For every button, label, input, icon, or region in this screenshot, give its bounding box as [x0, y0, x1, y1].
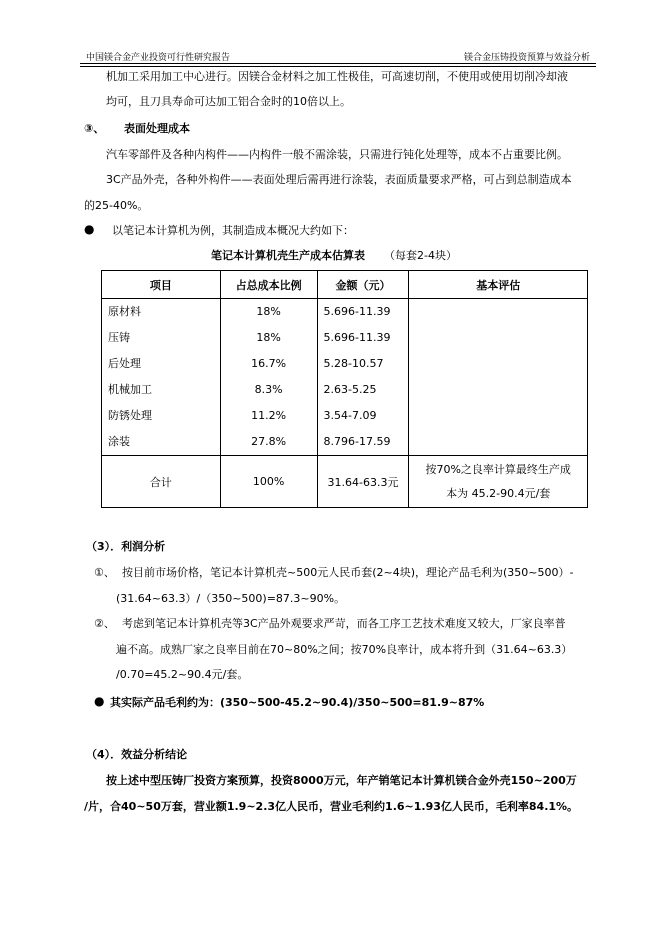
row-ratio: 27.8% [251, 435, 287, 448]
header-right: 镁合金压铸投资预算与效益分析 [463, 53, 590, 63]
header-rule-2 [80, 66, 596, 67]
profit-item-2-line-1: 考虑到笔记本计算机壳等3C产品外观要求严苛，而各工序工艺技术难度又较大，厂家良率普 [122, 617, 566, 630]
total-item: 合计 [102, 456, 221, 508]
row-item: 后处理 [108, 357, 141, 370]
ratio-column [220, 299, 317, 456]
profit-item-2-number: ②、 [94, 617, 115, 630]
item-column [102, 299, 221, 456]
section-title: 表面处理成本 [124, 122, 190, 135]
summary-bullet-icon: ● [94, 694, 105, 708]
col-header-ratio: 占总成本比例 [220, 271, 317, 299]
row-item: 机械加工 [108, 383, 152, 396]
row-amount: 3.54-7.09 [323, 409, 377, 422]
total-amount: 31.64-63.3元 [317, 456, 409, 508]
row-ratio: 11.2% [251, 409, 287, 422]
col-header-item: 项目 [102, 271, 221, 299]
header-rule [80, 63, 596, 64]
row-item: 涂装 [108, 435, 130, 448]
row-ratio: 18% [256, 331, 281, 344]
section-para-2-line-2: 的25-40%。 [84, 199, 149, 212]
intro-line-1: 机加工采用加工中心进行。因镁合金材料之加工性极佳，可高速切削，不使用或使用切削冷却液 [106, 70, 568, 83]
row-ratio: 16.7% [251, 357, 287, 370]
profit-item-1-line-1: 按目前市场价格，笔记本计算机壳~500元人民币套(2~4块)，理论产品毛利为(350~500）- [122, 566, 574, 579]
row-ratio: 18% [256, 305, 281, 318]
row-amount: 5.696-11.39 [323, 305, 391, 318]
row-item: 原材料 [108, 305, 141, 318]
row-amount: 5.28-10.57 [323, 357, 384, 370]
cost-table [101, 270, 588, 508]
row-amount: 8.796-17.59 [323, 435, 391, 448]
section-number: ③、 [84, 122, 105, 135]
profit-item-2-line-3: /0.70=45.2~90.4元/套。 [116, 668, 249, 681]
profit-title: （3）．利润分析 [86, 540, 166, 553]
row-item: 压铸 [108, 331, 130, 344]
header-left: 中国镁合金产业投资可行性研究报告 [86, 53, 231, 63]
table-title: 笔记本计算机壳生产成本估算表 [211, 249, 365, 262]
bullet-intro-text: 以笔记本计算机为例，其制造成本概况大约如下： [112, 224, 354, 237]
eval-column [409, 299, 588, 456]
row-item: 防锈处理 [108, 409, 152, 422]
profit-item-1-number: ①、 [94, 566, 115, 579]
section-para-1: 汽车零部件及各种内构件——内构件一般不需涂装，只需进行钝化处理等，成本不占重要比例。 [106, 148, 568, 161]
benefit-line-2: /片，合40~50万套，营业额1.9~2.3亿人民币，营业毛利约1.6~1.93亿人民币，毛利率84.1%。 [84, 800, 579, 813]
profit-item-2-line-2: 遍不高。成熟厂家之良率目前在70~80%之间；按70%良率计，成本将升到（31.64~63.3） [116, 643, 573, 656]
total-eval [409, 456, 588, 508]
profit-item-1-line-2: (31.64~63.3）/（350~500)=87.3~90%。 [116, 592, 346, 605]
table-total-row [102, 456, 588, 508]
total-eval-line-2: 本为 45.2-90.4元/套 [446, 486, 551, 500]
table-header-row [102, 271, 588, 299]
total-eval-line-1: 按70%之良率计算最终生产成 [425, 462, 571, 476]
col-header-eval: 基本评估 [409, 271, 588, 299]
profit-summary: 其实际产品毛利约为：(350~500-45.2~90.4)/350~500=81.9~87% [110, 696, 485, 709]
benefit-title: （4）．效益分析结论 [86, 748, 188, 761]
table-body-row [102, 299, 588, 456]
section-para-2-line-1: 3C产品外壳，各种外构件——表面处理后需再进行涂装，表面质量要求严格，可占到总制造成本 [106, 173, 572, 186]
amount-column [317, 299, 409, 456]
bullet-icon: ● [84, 222, 95, 236]
table-note: （每套2-4块） [384, 249, 457, 262]
benefit-line-1: 按上述中型压铸厂投资方案预算，投资8000万元，年产销笔记本计算机镁合金外壳150~200万 [106, 774, 577, 787]
total-ratio: 100% [220, 456, 317, 508]
row-amount: 5.696-11.39 [323, 331, 391, 344]
row-ratio: 8.3% [254, 383, 283, 396]
intro-line-2: 均可，且刀具寿命可达加工铝合金时的10倍以上。 [106, 95, 351, 108]
col-header-amount: 金额（元） [317, 271, 409, 299]
row-amount: 2.63-5.25 [323, 383, 377, 396]
